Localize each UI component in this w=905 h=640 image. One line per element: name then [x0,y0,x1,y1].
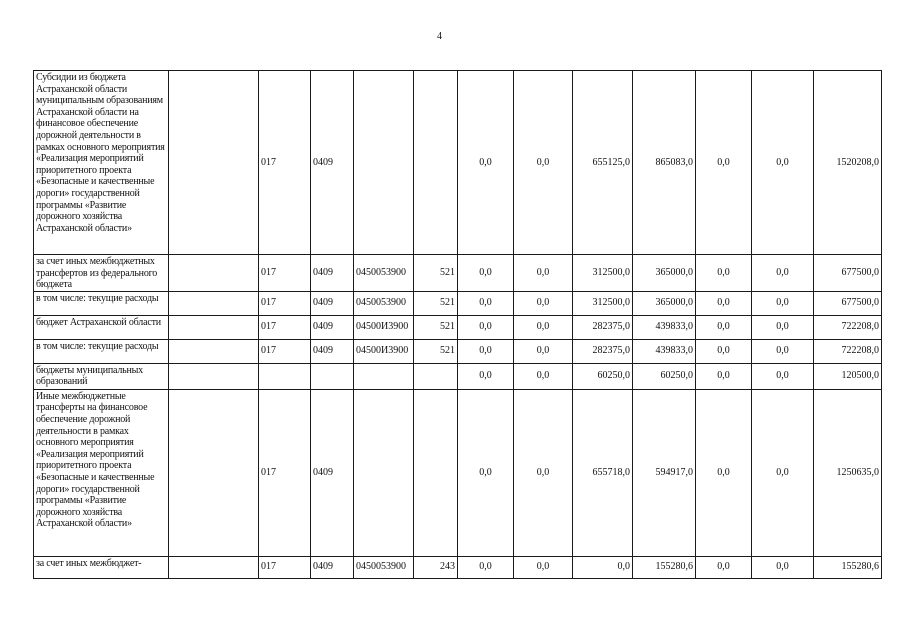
row-value-total: 155280,6 [814,556,882,578]
row-value-2: 0,0 [514,255,573,292]
row-value-2: 0,0 [514,389,573,556]
row-admin-code: 017 [259,255,311,292]
row-value-1: 0,0 [458,255,514,292]
row-value-total: 722208,0 [814,315,882,339]
row-description: за счет иных межбюджетных трансфертов из федерального бюджета [34,255,169,292]
row-value-4: 865083,0 [633,71,696,255]
page-number: 4 [437,31,442,42]
row-value-1: 0,0 [458,291,514,315]
row-section-code: 0409 [311,291,354,315]
row-description: Иные межбюджетные трансферты на финансовое обеспечение дорожной деятельности в рамках основного мероприятия «Реализация мероприятий приоритетного проекта «Безопасные и качественные дороги» государственной программы «Развитие дорожного хозяйства Астраханской области» [34,389,169,556]
row-value-6: 0,0 [752,363,814,389]
row-value-2: 0,0 [514,315,573,339]
row-blank-cell [169,71,259,255]
row-value-3: 655718,0 [573,389,633,556]
row-blank-cell [169,339,259,363]
table-row [34,291,882,315]
row-admin-code [259,363,311,389]
row-target-article [354,363,414,389]
row-value-3: 312500,0 [573,291,633,315]
row-value-5: 0,0 [696,255,752,292]
row-target-article: 04500И3900 [354,339,414,363]
row-value-4: 439833,0 [633,339,696,363]
row-value-3: 312500,0 [573,255,633,292]
row-description: в том числе: текущие расходы [34,339,169,363]
row-value-3: 282375,0 [573,315,633,339]
row-admin-code: 017 [259,339,311,363]
table-row [34,363,882,389]
table-row [34,315,882,339]
row-target-article [354,71,414,255]
row-value-total: 677500,0 [814,291,882,315]
row-section-code: 0409 [311,71,354,255]
row-value-5: 0,0 [696,291,752,315]
row-section-code: 0409 [311,315,354,339]
row-target-article: 04500И3900 [354,315,414,339]
row-value-5: 0,0 [696,389,752,556]
row-description: за счет иных межбюджет- [34,556,169,578]
row-expense-type: 521 [414,291,458,315]
row-value-5: 0,0 [696,556,752,578]
row-value-4: 439833,0 [633,315,696,339]
budget-table [33,70,882,579]
table-row [34,339,882,363]
row-admin-code: 017 [259,71,311,255]
row-target-article: 0450053900 [354,255,414,292]
row-target-article: 0450053900 [354,291,414,315]
row-value-total: 677500,0 [814,255,882,292]
row-expense-type: 521 [414,339,458,363]
row-value-2: 0,0 [514,556,573,578]
row-value-2: 0,0 [514,291,573,315]
row-value-total: 120500,0 [814,363,882,389]
row-target-article [354,389,414,556]
row-value-4: 365000,0 [633,255,696,292]
row-value-4: 365000,0 [633,291,696,315]
row-section-code [311,363,354,389]
row-description: бюджет Астраханской области [34,315,169,339]
row-expense-type [414,71,458,255]
row-admin-code: 017 [259,556,311,578]
row-value-1: 0,0 [458,363,514,389]
row-value-3: 60250,0 [573,363,633,389]
row-value-total: 1520208,0 [814,71,882,255]
row-description: в том числе: текущие расходы [34,291,169,315]
row-value-1: 0,0 [458,556,514,578]
row-value-1: 0,0 [458,339,514,363]
row-value-3: 282375,0 [573,339,633,363]
row-value-2: 0,0 [514,339,573,363]
row-value-total: 722208,0 [814,339,882,363]
budget-table-body [34,71,882,579]
row-value-6: 0,0 [752,315,814,339]
row-admin-code: 017 [259,315,311,339]
table-row [34,556,882,578]
row-value-6: 0,0 [752,71,814,255]
row-section-code: 0409 [311,255,354,292]
row-value-5: 0,0 [696,71,752,255]
row-blank-cell [169,389,259,556]
row-section-code: 0409 [311,389,354,556]
row-blank-cell [169,291,259,315]
row-value-4: 155280,6 [633,556,696,578]
row-value-5: 0,0 [696,315,752,339]
row-value-1: 0,0 [458,389,514,556]
row-value-5: 0,0 [696,339,752,363]
row-section-code: 0409 [311,339,354,363]
row-value-6: 0,0 [752,255,814,292]
row-value-1: 0,0 [458,315,514,339]
row-value-6: 0,0 [752,291,814,315]
row-blank-cell [169,363,259,389]
row-admin-code: 017 [259,291,311,315]
row-value-6: 0,0 [752,339,814,363]
row-expense-type: 243 [414,556,458,578]
row-value-4: 60250,0 [633,363,696,389]
row-blank-cell [169,255,259,292]
row-value-3: 0,0 [573,556,633,578]
row-target-article: 0450053900 [354,556,414,578]
row-value-4: 594917,0 [633,389,696,556]
row-value-6: 0,0 [752,556,814,578]
row-value-1: 0,0 [458,71,514,255]
row-admin-code: 017 [259,389,311,556]
row-description: Субсидии из бюджета Астраханской области муниципальным образованиям Астраханской области на финансовое обеспечение дорожной деятельности в рамках основного мероприятия «Реализация мероприятий приоритетного проекта «Безопасные и качественные дороги» государственной программы «Развитие дорожного хозяйства Астраханской области» [34,71,169,255]
row-expense-type: 521 [414,315,458,339]
row-section-code: 0409 [311,556,354,578]
row-value-2: 0,0 [514,71,573,255]
table-row [34,71,882,255]
row-expense-type: 521 [414,255,458,292]
row-blank-cell [169,556,259,578]
row-value-5: 0,0 [696,363,752,389]
table-row [34,255,882,292]
row-value-2: 0,0 [514,363,573,389]
row-expense-type [414,389,458,556]
row-value-total: 1250635,0 [814,389,882,556]
row-blank-cell [169,315,259,339]
table-row [34,389,882,556]
row-value-6: 0,0 [752,389,814,556]
row-expense-type [414,363,458,389]
row-description: бюджеты муниципальных образований [34,363,169,389]
row-value-3: 655125,0 [573,71,633,255]
